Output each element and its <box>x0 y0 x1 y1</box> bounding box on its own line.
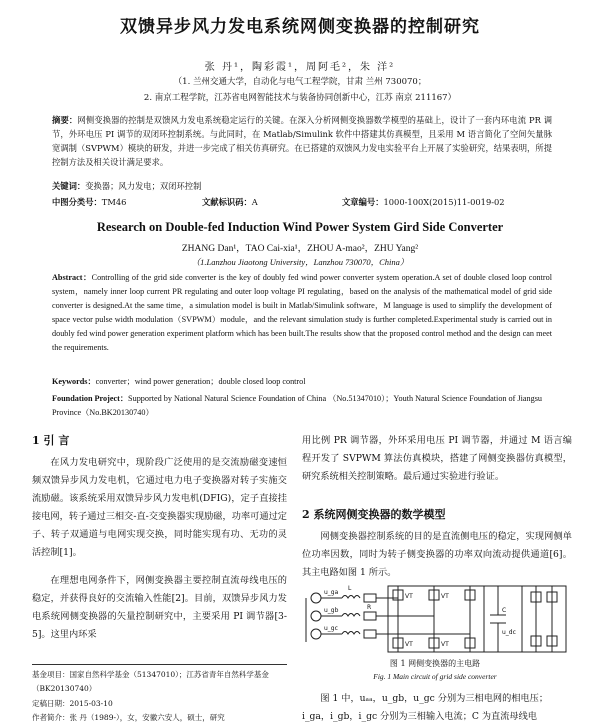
footnote-divider <box>32 664 287 665</box>
article-no-value: 1000-100X(2015)11-0019-02 <box>383 197 505 207</box>
chinese-abstract <box>52 113 552 169</box>
footnote-author: 作者简介：张 丹（1989-），女，安徽六安人，硕士，研究 <box>32 713 225 722</box>
label-vt3: VT <box>441 593 449 600</box>
english-abstract-label: Abstract： <box>52 273 92 282</box>
label-capacitor: C <box>502 607 507 614</box>
inductor-a <box>342 596 360 599</box>
section-1-paragraph-1: 在风力发电研究中，现阶段广泛使用的是交流励磁变速恒频双馈异步风力发电机，它通过电力电子变换器对转子实施交流励磁。该系统采用双馈异步风力发电机(DFIG)，定子直接挂接电网，转子通过三相交-直-交变换器实现励磁，功率可通过定子、转子双通道与电网实现交换，同时能实现有功、无功的灵活控制[1]。 <box>32 457 287 558</box>
english-keywords <box>52 376 552 387</box>
article-no-label: 文章编号： <box>342 197 384 207</box>
english-keywords-text: converter；wind power generation；double closed loop control <box>95 377 306 386</box>
label-vt1: VT <box>405 593 413 600</box>
english-authors: ZHANG Dan¹，TAO Cai-xia¹，ZHOU A-mao²，ZHU Yang² <box>181 244 419 254</box>
chinese-abstract-text: 网侧变换器的控制是双馈风力发电系统稳定运行的关键。在深入分析网侧变换器数学模型的基础上，设计了一套内环电流 PR 调节，外环电压 PI 调节的双闭环控制系统。与此同时，在 Matlab/Simulink 软件中搭建其仿真模型，且采用 M 语言简化了空间矢量脉宽调制（SVPWM）模块的研发，并进一步完成了相关仿真研究。在已搭建的双馈风力发电实验平台上开展了实验研究，结果表明，所提控制方法及相关设计满足要求。 <box>52 115 552 167</box>
doc-code-label: 文献标识码： <box>202 197 252 207</box>
english-keywords-label: Keywords： <box>52 377 96 386</box>
section-1-continued: 用比例 PR 调节器，外环采用电压 PI 调节器，并通过 M 语言编程开发了 SVPWM 算法仿真模块，搭建了网侧变换器仿真模型，研究系统相关控制策略。最后通过实验进行验证。 <box>302 435 572 482</box>
footnote-date: 定稿日期：2015-03-10 <box>32 699 113 708</box>
section-2-paragraph-1: 网侧变换器控制系统的目的是直流侧电压的稳定，实现网侧单位功率因数，同时为转子侧变换器的功率双向流动提供通道[6]。其主电路如图 1 所示。 <box>302 531 572 578</box>
section-2-paragraph-2-line-2: i_ga，i_gb，i_gc 分别为三相输入电流；C 为直流母线电 <box>302 711 537 722</box>
source-c-symbol <box>311 629 321 639</box>
resistor-a <box>364 594 376 602</box>
chinese-keywords-text: 变换器；风力发电；双闭环控制 <box>85 181 202 191</box>
label-u-ga: u_ga <box>324 589 339 596</box>
chinese-keywords <box>52 180 552 192</box>
label-vt4: VT <box>405 641 413 648</box>
label-u-gc: u_gc <box>324 625 338 632</box>
label-u-gb: u_gb <box>324 607 339 614</box>
english-title: Research on Double-fed Induction Wind Power System Gird Side Converter <box>96 220 504 234</box>
figure-caption-chinese: 图 1 网侧变换器的主电路 <box>389 659 481 668</box>
figure-caption-english: Fig. 1 Main circuit of grid side converter <box>373 672 497 681</box>
source-b-symbol <box>311 611 321 621</box>
chinese-title: 双馈异步风力发电系统网侧变换器的控制研究 <box>120 17 480 37</box>
section-1-paragraph-2: 在理想电网条件下，网侧变换器主要控制直流母线电压的稳定，并获得良好的交流输入性能[2]。目前，双馈异步风力发电系统网侧变换器的矢量控制研究中，主要采用 PI 调节器[3-5]。这里内环采 <box>32 575 287 640</box>
section-1-heading: 1 引 言 <box>32 434 70 447</box>
doc-code-value: A <box>251 197 258 207</box>
chinese-keywords-label: 关键词： <box>52 181 86 191</box>
rotor-side-bridge <box>522 586 566 652</box>
clc-label: 中图分类号： <box>52 197 102 207</box>
label-inductor: L <box>348 585 352 592</box>
foundation-project <box>52 392 552 420</box>
english-affiliation: （1.Lanzhou Jiaotong University，Lanzhou 730070，China） <box>191 257 409 267</box>
label-u-dc: u_dc <box>502 629 516 636</box>
chinese-abstract-label: 摘要： <box>52 115 78 125</box>
source-a-symbol <box>311 593 321 603</box>
footnote-fund: 基金项目：国家自然科学基金（51347010）；江苏省青年自然科学基金（BK20130740） <box>32 670 269 693</box>
english-abstract <box>52 271 552 355</box>
inductor-b <box>342 614 360 617</box>
inductor-c <box>342 632 360 635</box>
main-circuit-figure <box>302 582 572 656</box>
chinese-affiliation-2: 2. 南京工程学院，江苏省电网智能技术与装备协同创新中心，江苏 南京 211167） <box>143 93 457 103</box>
section-2-paragraph-2-line-1: 图 1 中，uₐₐ，u_gb，u_gc 分别为三相电网的相电压； <box>320 693 549 704</box>
resistor-b <box>364 612 376 620</box>
chinese-affiliation-1: （1. 兰州交通大学，自动化与电气工程学院，甘肃 兰州 730070； <box>173 77 427 87</box>
clc-value: TM46 <box>101 197 127 207</box>
english-abstract-text: Controlling of the grid side converter is the key of doubly fed wind power converter system operation.A set of double closed loop control system，namely inner loop current PR regulating and outer loop voltage PI regulating，based on the analysis of the mathematical model of grid side converter is designed.At the same time，a simulation model is built in Matlab/Simulink software，M language is used to simplify the development of space vector pulse width modulation（SVPWM）module，and the relevant simulation study is further completed.Experimental study is carried out in doubly fed wind power generation experiment platform which has been built.The results show that the proposed control method and the design can meet the requirements. <box>52 273 553 352</box>
label-vt6: VT <box>441 641 449 648</box>
label-resistor: R <box>367 604 372 611</box>
foundation-label: Foundation Project： <box>52 394 129 403</box>
classification-line <box>52 196 552 208</box>
foundation-text: Supported by National Natural Science Foundation of China （No.51347010）；Youth Natural Science Foundation of Jiangsu Province（No.BK20130740） <box>52 394 542 417</box>
chinese-authors: 张 丹¹，陶彩霞¹，周阿毛²，朱 洋² <box>204 62 396 73</box>
resistor-c <box>364 630 376 638</box>
section-2-heading: 2 系统网侧变换器的数学模型 <box>302 508 446 521</box>
